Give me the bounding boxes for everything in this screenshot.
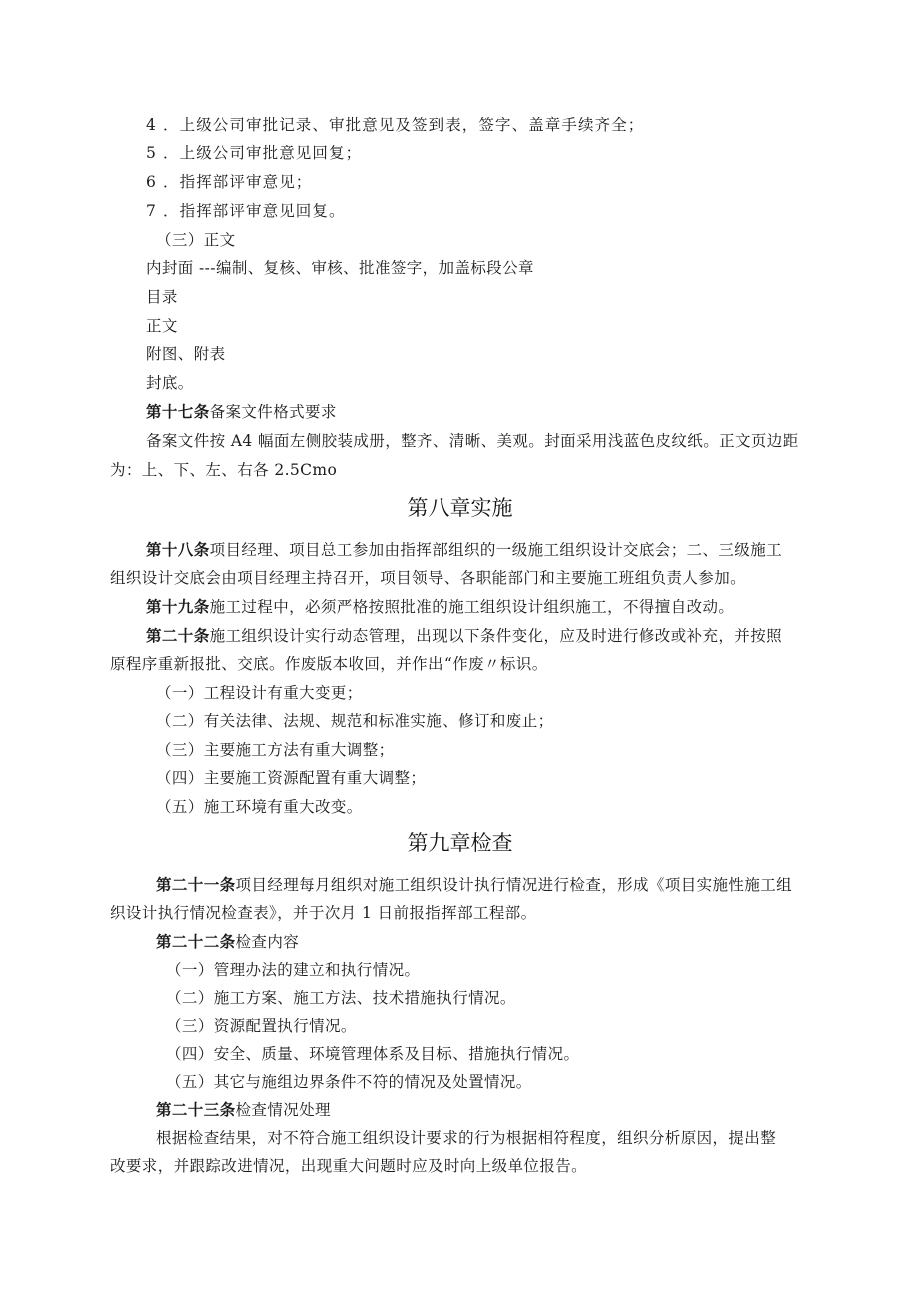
article-19-line-1 — [146, 597, 734, 617]
article-23-title: 检查情况处理 — [235, 1101, 331, 1119]
contents-item-appendix: 附图、附表 — [146, 345, 226, 363]
article-17-line-1: 备案文件按 A4 幅面左侧胶装成册，整齐、清晰、美观。封面采用浅蓝色皮纹纸。正文页边距 — [146, 432, 799, 450]
list-item-7: 7 ．指挥部评审意见回复。 — [146, 202, 346, 220]
article-17-line-2: 为：上、下、左、右各 2.5Cmo — [110, 461, 338, 479]
article-22-number: 第二十二条 — [156, 932, 236, 951]
article-20-line-2: 原程序重新报批、交底。作废版本收回，并作出“作废〃标识。 — [110, 655, 548, 673]
article-17-number: 第十七条 — [146, 402, 210, 421]
chapter-8-title: 第八章实施 — [407, 496, 513, 520]
list-item-4: 4 ．上级公司审批记录、审批意见及签到表，签字、盖章手续齐全； — [146, 116, 645, 134]
article-23-heading — [156, 1100, 331, 1120]
ch9-check-item-1: （一）管理办法的建立和执行情况。 — [166, 961, 421, 979]
list-item-5: 5 ．上级公司审批意见回复； — [146, 144, 363, 162]
article-20-text-1: 施工组织设计实行动态管理，出现以下条件变化，应及时进行修改或补充，并按照 — [209, 627, 783, 645]
article-21-text-1: 项目经理每月组织对施工组织设计执行情况进行检查，形成《项目实施性施工组 — [235, 876, 793, 894]
ch9-check-item-3: （三）资源配置执行情况。 — [166, 1017, 357, 1035]
article-18-line-1 — [146, 540, 782, 560]
article-17-heading — [146, 402, 337, 422]
article-21-number: 第二十一条 — [156, 875, 236, 894]
article-23-number: 第二十三条 — [156, 1100, 236, 1119]
ch8-condition-2: （二）有关法律、法规、规范和标准实施、修订和废止； — [156, 712, 554, 730]
contents-item-body: 正文 — [146, 317, 178, 335]
ch8-condition-4: （四）主要施工资源配置有重大调整； — [156, 769, 427, 787]
article-18-number: 第十八条 — [146, 540, 210, 559]
article-21-line-1 — [156, 875, 792, 895]
article-22-heading — [156, 932, 299, 952]
article-20-number: 第二十条 — [146, 626, 210, 645]
section-heading-body: （三）正文 — [156, 231, 236, 249]
article-19-text-1: 施工过程中，必须严格按照批准的施工组织设计组织施工，不得擅自改动。 — [209, 598, 735, 616]
contents-item-toc: 目录 — [146, 288, 178, 306]
article-19-number: 第十九条 — [146, 597, 210, 616]
article-22-title: 检查内容 — [235, 933, 300, 951]
ch9-check-item-2: （二）施工方案、施工方法、技术措施执行情况。 — [166, 989, 516, 1007]
ch8-condition-5: （五）施工环境有重大改变。 — [156, 798, 363, 816]
article-17-title: 备案文件格式要求 — [209, 403, 337, 421]
ch9-check-item-4: （四）安全、质量、环境管理体系及目标、措施执行情况。 — [166, 1045, 580, 1063]
article-18-text-1: 项目经理、项目总工参加由指挥部组织的一级施工组织设计交底会；二、三级施工 — [209, 541, 783, 559]
article-21-line-2: 织设计执行情况检查表》，并于次月 1 日前报指挥部工程部。 — [110, 904, 537, 922]
contents-item-inner-cover: 内封面 ---编制、复核、审核、批准签字，加盖标段公章 — [146, 259, 534, 277]
article-23-line-1: 根据检查结果，对不符合施工组织设计要求的行为根据相符程度，组织分析原因，提出整 — [156, 1129, 777, 1147]
list-item-6: 6 ．指挥部评审意见； — [146, 173, 313, 191]
chapter-9-title: 第九章检查 — [407, 831, 513, 855]
ch9-check-item-5: （五）其它与施组边界条件不符的情况及处置情况。 — [166, 1073, 532, 1091]
article-23-line-2: 改要求，并跟踪改进情况，出现重大问题时应及时向上级单位报告。 — [110, 1157, 588, 1175]
ch8-condition-1: （一）工程设计有重大变更； — [156, 684, 363, 702]
contents-item-back-cover: 封底。 — [146, 374, 194, 392]
article-20-line-1 — [146, 626, 782, 646]
ch8-condition-3: （三）主要施工方法有重大调整； — [156, 741, 395, 759]
article-18-line-2: 组织设计交底会由项目经理主持召开，项目领导、各职能部门和主要施工班组负责人参加。 — [110, 569, 747, 587]
